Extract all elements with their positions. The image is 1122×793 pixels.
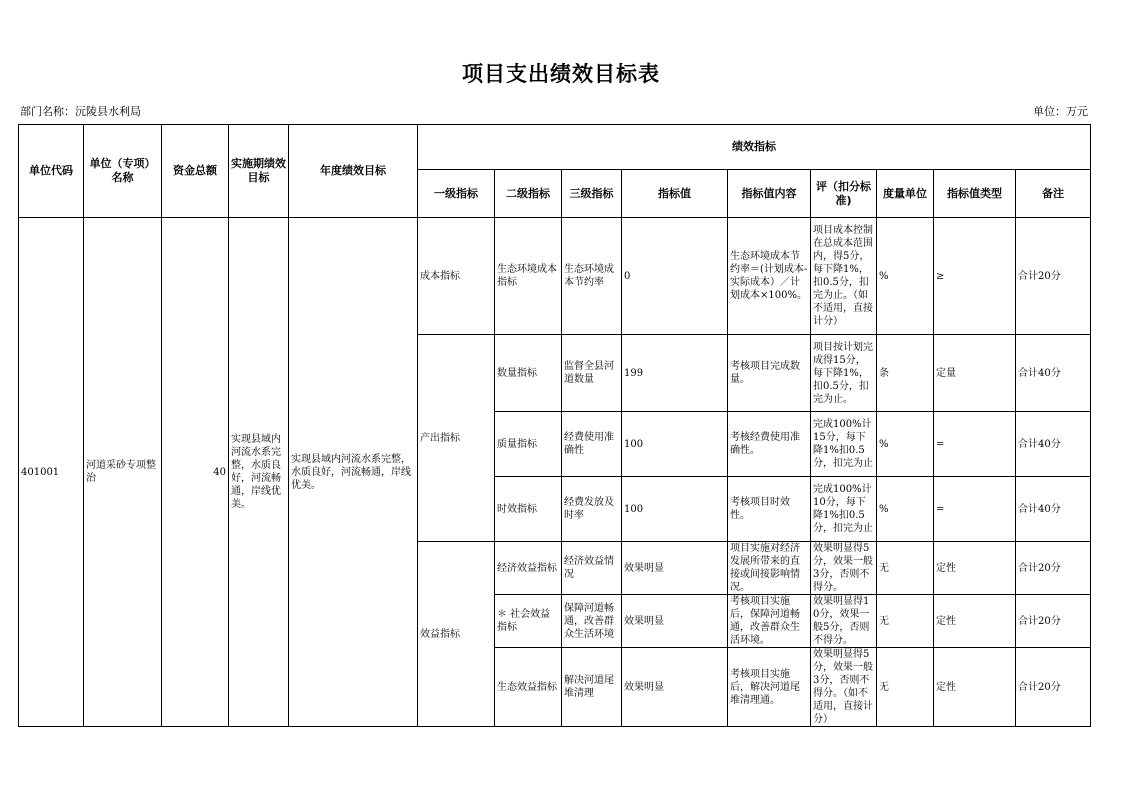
remarks-cell: 合计20分 xyxy=(1016,218,1091,335)
level2-cell: 数量指标 xyxy=(495,335,562,412)
level1-cell: 效益指标 xyxy=(418,542,495,727)
department-name: 部门名称：沅陵县水利局 xyxy=(20,105,141,118)
content-cell: 考核项目完成数量。 xyxy=(728,335,811,412)
value-type-cell: 定量 xyxy=(934,335,1016,412)
level1-cell: 成本指标 xyxy=(418,218,495,335)
scoring-cell: 效果明显得5分，效果一般3分，否则不得分。（如不适用，直接计分） xyxy=(811,648,877,727)
header-scoring: 评（扣分标准) xyxy=(811,170,877,218)
level2-cell: 质量指标 xyxy=(495,412,562,477)
header-content: 指标值内容 xyxy=(728,170,811,218)
header-total-funds: 资金总额 xyxy=(162,125,229,218)
header-unit-name: 单位（专项）名称 xyxy=(84,125,162,218)
content-cell: 生态环境成本节约率＝(计划成本-实际成本）／计划成本×100%。 xyxy=(728,218,811,335)
header-value: 指标值 xyxy=(622,170,728,218)
level3-cell: 生态环境成本节约率 xyxy=(562,218,622,335)
level2-cell: 经济效益指标 xyxy=(495,542,562,595)
remarks-cell: 合计20分 xyxy=(1016,648,1091,727)
value-type-cell: 定性 xyxy=(934,542,1016,595)
level3-cell: 保障河道畅通，改善群众生活环境 xyxy=(562,595,622,648)
content-cell: 项目实施对经济发展所带来的直接或间接影响情况。 xyxy=(728,542,811,595)
content-cell: 考核经费使用准确性。 xyxy=(728,412,811,477)
level2-cell: 生态环境成本指标 xyxy=(495,218,562,335)
remarks-cell: 合计40分 xyxy=(1016,477,1091,542)
header-row-1 xyxy=(19,125,1091,170)
header-level2: 二级指标 xyxy=(495,170,562,218)
header-value-type: 指标值类型 xyxy=(934,170,1016,218)
scoring-cell: 效果明显得10分，效果一般5分，否则不得分。 xyxy=(811,595,877,648)
impl-goal-cell: 实现县域内河流水系完整，水质良好，河流畅通，岸线优美。 xyxy=(229,218,289,727)
value-cell: 效果明显 xyxy=(622,595,728,648)
value-cell: 效果明显 xyxy=(622,542,728,595)
value-cell: 100 xyxy=(622,412,728,477)
value-cell: 效果明显 xyxy=(622,648,728,727)
level2-cell: 时效指标 xyxy=(495,477,562,542)
performance-table xyxy=(18,124,1091,727)
remarks-cell: 合计20分 xyxy=(1016,542,1091,595)
scoring-cell: 效果明显得5分，效果一般3分，否则不得分。 xyxy=(811,542,877,595)
content-cell: 考核项目时效性。 xyxy=(728,477,811,542)
scoring-cell: 项目成本控制在总成本范围内，得5分，每下降1%，扣0.5分，扣完为止。（如不适用，直接计分） xyxy=(811,218,877,335)
level2-cell: 生态效益指标 xyxy=(495,648,562,727)
measure-unit-cell: % xyxy=(877,218,934,335)
header-level1: 一级指标 xyxy=(418,170,495,218)
content-cell: 考核项目实施后，解决河道尾堆清理通。 xyxy=(728,648,811,727)
measure-unit-cell: 无 xyxy=(877,542,934,595)
value-type-cell: ≥ xyxy=(934,218,1016,335)
scoring-cell: 完成100%计10分，每下降1%扣0.5分，扣完为止 xyxy=(811,477,877,542)
annual-goal-cell: 实现县域内河流水系完整，水质良好，河流畅通，岸线优美。 xyxy=(289,218,418,727)
remarks-cell: 合计40分 xyxy=(1016,335,1091,412)
value-type-cell: 定性 xyxy=(934,595,1016,648)
value-cell: 100 xyxy=(622,477,728,542)
unit-name-cell: 河道采砂专项整治 xyxy=(84,218,162,727)
level3-cell: 经费发放及时率 xyxy=(562,477,622,542)
value-type-cell: 定性 xyxy=(934,648,1016,727)
level1-cell: 产出指标 xyxy=(418,335,495,542)
page-title: 项目支出绩效目标表 xyxy=(462,62,660,86)
measure-unit-cell: % xyxy=(877,412,934,477)
scoring-cell: 项目按计划完成得15分，每下降1%，扣0.5分，扣完为止。 xyxy=(811,335,877,412)
measure-unit-cell: 条 xyxy=(877,335,934,412)
level3-cell: 解决河道尾堆清理 xyxy=(562,648,622,727)
unit-code-cell: 401001 xyxy=(19,218,84,727)
level3-cell: 监督全县河道数量 xyxy=(562,335,622,412)
header-impl-goal: 实施期绩效目标 xyxy=(229,125,289,218)
scoring-cell: 完成100%计15分，每下降1%扣0.5分，扣完为止 xyxy=(811,412,877,477)
remarks-cell: 合计20分 xyxy=(1016,595,1091,648)
header-annual-goal: 年度绩效目标 xyxy=(289,125,418,218)
measure-unit-cell: 无 xyxy=(877,648,934,727)
header-unit-code: 单位代码 xyxy=(19,125,84,218)
header-remarks: 备注 xyxy=(1016,170,1091,218)
total-funds-cell: 40 xyxy=(162,218,229,727)
value-cell: 0 xyxy=(622,218,728,335)
measure-unit-cell: % xyxy=(877,477,934,542)
level2-cell: ＊ 社会效益指标 xyxy=(495,595,562,648)
level3-cell: 经费使用准确性 xyxy=(562,412,622,477)
header-measure-unit: 度量单位 xyxy=(877,170,934,218)
value-type-cell: = xyxy=(934,477,1016,542)
content-cell: 考核项目实施后，保障河道畅通，改善群众生活环境。 xyxy=(728,595,811,648)
level3-cell: 经济效益情况 xyxy=(562,542,622,595)
measure-unit-cell: 无 xyxy=(877,595,934,648)
value-type-cell: = xyxy=(934,412,1016,477)
header-level3: 三级指标 xyxy=(562,170,622,218)
currency-unit: 单位：万元 xyxy=(1033,105,1088,118)
value-cell: 199 xyxy=(622,335,728,412)
remarks-cell: 合计40分 xyxy=(1016,412,1091,477)
table-row xyxy=(19,218,1091,335)
header-perf-indicators: 绩效指标 xyxy=(418,125,1091,170)
